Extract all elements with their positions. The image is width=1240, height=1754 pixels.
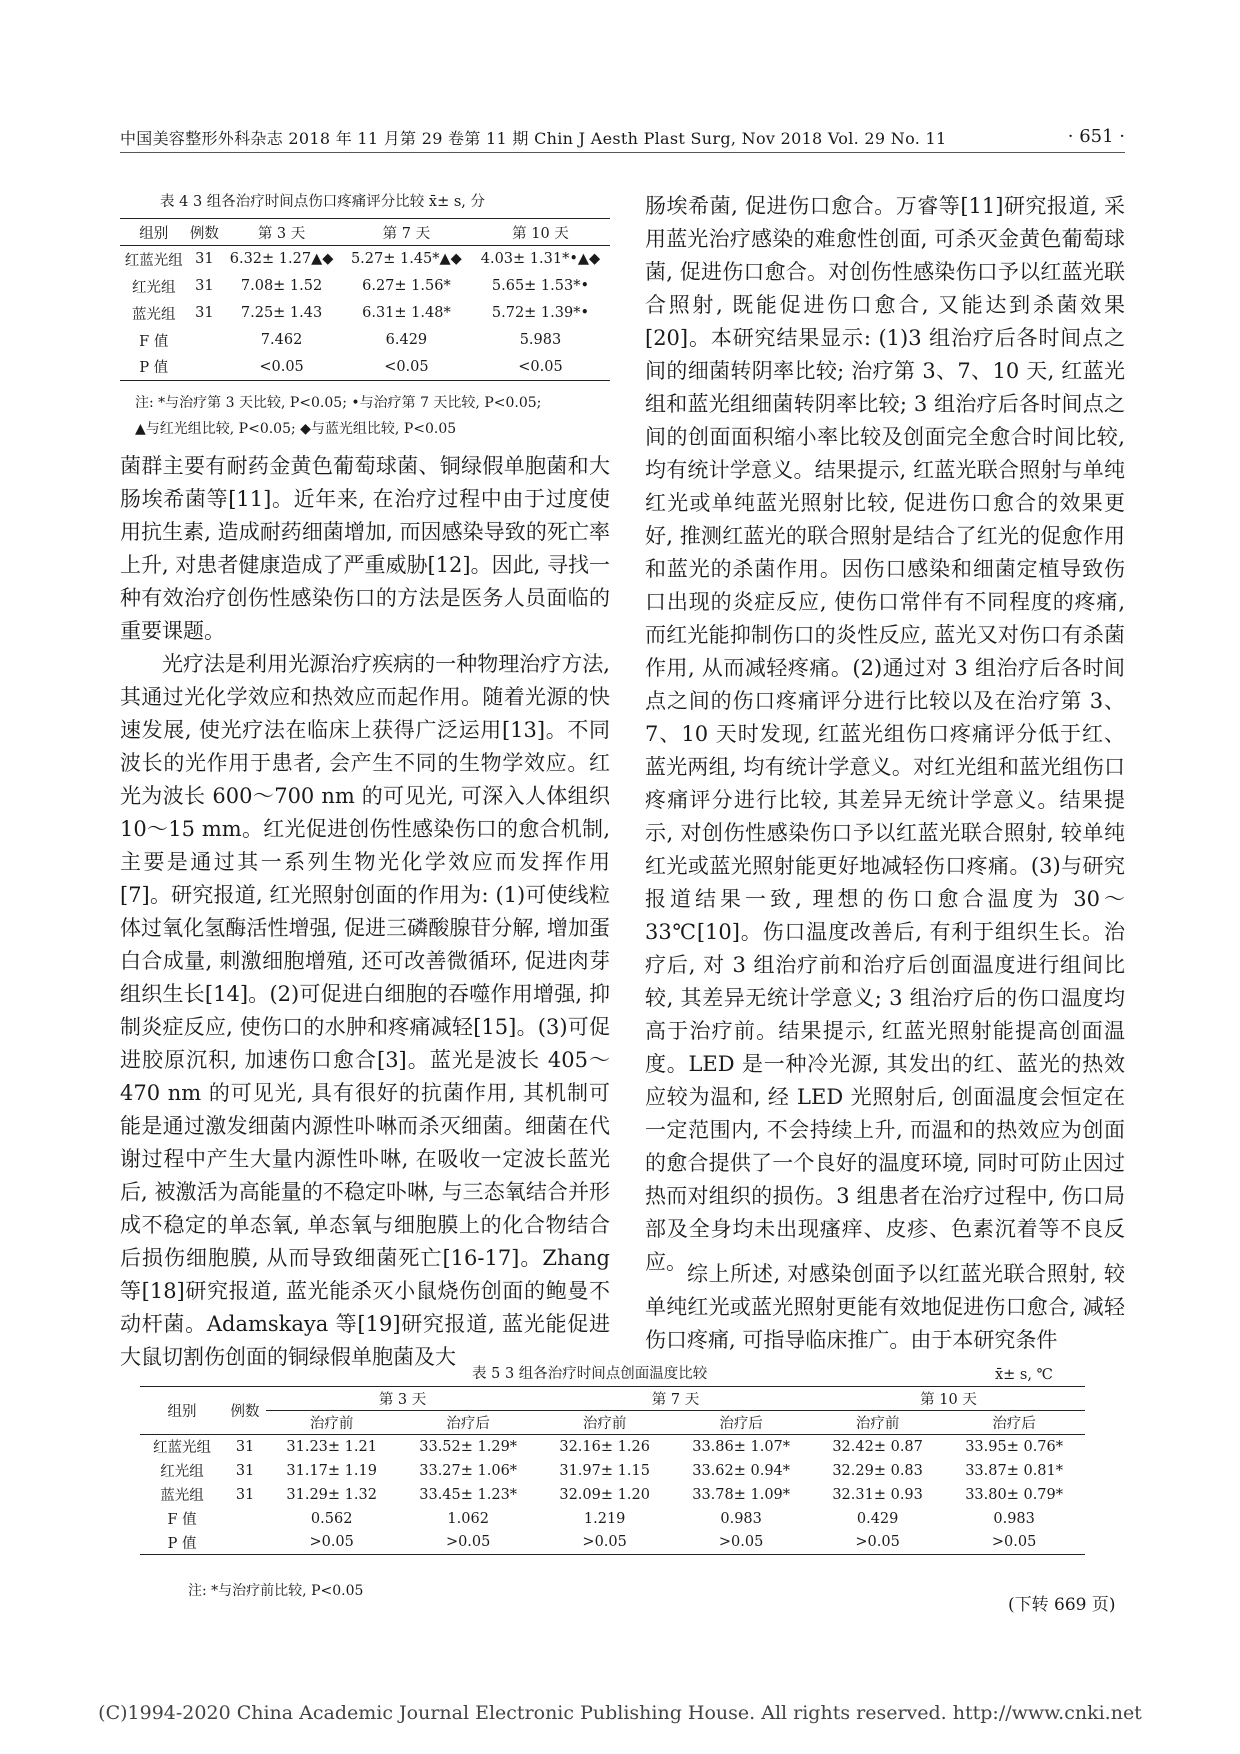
table-row: [140, 1435, 1085, 1459]
table-cell: >0.05: [718, 1534, 764, 1551]
table-cell: 31: [195, 278, 214, 294]
table-cell: 5.27± 1.45*▲◆: [350, 251, 462, 268]
body-paragraph: 菌群主要有耐药金黄色葡萄球菌、铜绿假单胞菌和大肠埃希菌等[11]。近年来, 在治疗过程中由于过度使用抗生素, 造成耐药细菌增加, 而因感染导致的死亡率上升, 对患者健康造成了严重威胁[12]。因此, 寻找一种有效治疗创伤性感染伤口的方法是医务人员面临的重要课题。: [120, 454, 610, 643]
table5-title: 表 5 3 组各治疗时间点创面温度比较: [472, 1366, 708, 1382]
table5-period-header: 第 3 天: [266, 1387, 539, 1411]
table5-col-header: 例数: [224, 1387, 266, 1435]
table-cell: 7.462: [260, 332, 303, 348]
table-cell: >0.05: [991, 1534, 1037, 1551]
table-cell: 33.86± 1.07*: [692, 1438, 791, 1455]
table5-note: 注: *与治疗前比较, P<0.05: [188, 1583, 364, 1599]
table-cell: 0.983: [993, 1510, 1035, 1527]
table-row: [120, 327, 610, 354]
header-rule: [120, 152, 1125, 153]
table-cell: 蓝光组: [160, 1488, 204, 1504]
table-cell: 32.42± 0.87: [832, 1438, 923, 1455]
table-cell: 33.80± 0.79*: [965, 1486, 1064, 1503]
table-cell: >0.05: [855, 1534, 900, 1551]
table-cell: 31: [235, 1462, 255, 1479]
table-cell: 33.45± 1.23*: [419, 1486, 518, 1503]
continued-note: (下转 669 页): [1008, 1595, 1116, 1615]
table-row: [140, 1459, 1085, 1483]
running-header: [0, 126, 1240, 156]
table-cell: 31: [235, 1438, 255, 1455]
table-cell: 4.03± 1.31*•▲◆: [480, 251, 601, 268]
table-cell: 5.65± 1.53*•: [491, 278, 590, 294]
table-cell: <0.05: [259, 358, 304, 375]
table5-header-row: [140, 1387, 1085, 1411]
table4-title: 表 4 3 组各治疗时间点伤口疼痛评分比较 x̄± s, 分: [160, 194, 485, 210]
table-cell: 33.78± 1.09*: [692, 1486, 791, 1503]
table-cell: 红光组: [160, 1464, 204, 1480]
table-cell: 7.08± 1.52: [240, 278, 323, 294]
table-cell: 0.429: [856, 1510, 899, 1527]
table-cell: 33.27± 1.06*: [419, 1462, 518, 1479]
table-cell: [224, 1531, 266, 1555]
table-cell: 蓝光组: [132, 306, 176, 323]
table-cell: 红蓝光组: [153, 1440, 212, 1457]
table5-subheader: 治疗前: [539, 1411, 670, 1435]
table-cell: 31.97± 1.15: [559, 1462, 650, 1479]
table4-note-line: 注: *与治疗第 3 天比较, P<0.05; •与治疗第 7 天比较, P<0.05;: [135, 395, 542, 411]
table-row: [120, 354, 610, 381]
table-row: [120, 246, 610, 273]
table5-subheader: 治疗前: [812, 1411, 943, 1435]
table-cell: 33.87± 0.81*: [965, 1462, 1064, 1479]
table-row: [140, 1531, 1085, 1555]
table-cell: 6.32± 1.27▲◆: [229, 251, 334, 268]
table4-note: [135, 390, 615, 442]
table-cell: 33.62± 0.94*: [692, 1462, 791, 1479]
table-cell: P 值: [167, 1535, 197, 1552]
table-cell: 32.09± 1.20: [559, 1486, 650, 1503]
table5-col-header: 组别: [140, 1387, 224, 1435]
table-cell: 7.25± 1.43: [240, 305, 323, 321]
copyright-footer: (C)1994-2020 China Academic Journal Electronic Publishing House. All rights reserved. http://www.cnki.net: [98, 1702, 1142, 1724]
right-column-conclusion: [645, 1258, 1125, 1357]
table5: [140, 1386, 1085, 1555]
right-column-text: [645, 190, 1125, 1279]
table-cell: <0.05: [518, 358, 563, 375]
table-cell: 32.16± 1.26: [559, 1438, 650, 1455]
body-paragraph: 肠埃希菌, 促进伤口愈合。万睿等[11]研究报道, 采用蓝光治疗感染的难愈性创面, 可杀灭金黄色葡萄球菌, 促进伤口愈合。对创伤性感染伤口予以红蓝光联合照射, 既能促进伤口愈合, 又能达到杀菌效果[20]。本研究结果显示: (1)3 组治疗后各时间点之间的细菌转阴率比较; 治疗第 3、7、10 天, 红蓝光组和蓝光组细菌转阴率比较; 3 组治疗后各时间点之间的创面面积缩小率比较及创面完全愈合时间比较, 均有统计学意义。结果提示, 红蓝光联合照射与单纯红光或单纯蓝光照射比较, 促进伤口愈合的效果更好, 推测红蓝光的联合照射是结合了红光的促愈作用和蓝光的杀菌作用。因伤口感染和细菌定植导致伤口出现的炎症反应, 使伤口常伴有不同程度的疼痛, 而红光能抑制伤口的炎性反应, 蓝光又对伤口有杀菌作用, 从而减轻疼痛。(2)通过对 3 组治疗后各时间点之间的伤口疼痛评分进行比较以及在治疗第 3、7、10 天时发现, 红蓝光组伤口疼痛评分低于红、蓝光两组, 均有统计学意义。对红光组和蓝光组伤口疼痛评分进行比较, 其差异无统计学意义。结果提示, 对创伤性感染伤口予以红蓝光联合照射, 较单纯红光或蓝光照射能更好地减轻伤口疼痛。(3)与研究报道结果一致, 理想的伤口愈合温度为 30～33℃[10]。伤口温度改善后, 有利于组织生长。治疗后, 对 3 组治疗前和治疗后创面温度进行组间比较, 其差异无统计学意义; 3 组治疗后的伤口温度均高于治疗前。结果提示, 红蓝光照射能提高创面温度。LED 是一种冷光源, 其发出的红、蓝光的热效应较为温和, 经 LED 光照射后, 创面温度会恒定在一定范围内, 不会持续上升, 而温和的热效应为创面的愈合提供了一个良好的温度环境, 同时可防止因过热而对组织的损伤。3 组患者在治疗过程中, 伤口局部及全身均未出现瘙痒、皮疹、色素沉着等不良反应。: [645, 194, 1125, 1274]
table5-subheader: 治疗前: [266, 1411, 397, 1435]
table-cell: F 值: [139, 333, 169, 350]
table-cell: 31: [235, 1486, 255, 1503]
table-cell: >0.05: [309, 1534, 354, 1551]
table-cell: 31: [195, 251, 214, 268]
table-cell: 0.983: [720, 1510, 762, 1527]
table-row: [120, 300, 610, 327]
table-cell: [224, 1507, 266, 1531]
table-cell: 0.562: [310, 1510, 353, 1527]
table4-col-header: 第 10 天: [512, 225, 569, 242]
table5-subheader: 治疗后: [397, 1411, 539, 1435]
table-cell: 31.23± 1.21: [286, 1438, 377, 1455]
table5-subheader-row: [140, 1411, 1085, 1435]
table-cell: 红光组: [132, 279, 176, 296]
table5-subheader: 治疗后: [943, 1411, 1085, 1435]
table4: [120, 218, 610, 381]
table-cell: 32.29± 0.83: [832, 1462, 923, 1479]
table-cell: >0.05: [445, 1534, 491, 1551]
table4-header-row: [120, 219, 610, 246]
table-cell: 1.062: [447, 1510, 489, 1527]
table-row: [140, 1507, 1085, 1531]
table-cell: 5.72± 1.39*•: [491, 305, 590, 321]
body-paragraph: 综上所述, 对感染创面予以红蓝光联合照射, 较单纯红光或蓝光照射更能有效地促进伤口愈合, 减轻伤口疼痛, 可指导临床推广。由于本研究条件: [645, 1262, 1125, 1352]
table-cell: 31: [195, 305, 214, 321]
table-cell: >0.05: [582, 1534, 627, 1551]
table-cell: <0.05: [384, 358, 429, 375]
table-cell: 6.27± 1.56*: [362, 278, 451, 294]
body-paragraph: 光疗法是利用光源治疗疾病的一种物理治疗方法, 其通过光化学效应和热效应而起作用。随着光源的快速发展, 使光疗法在临床上获得广泛运用[13]。不同波长的光作用于患者, 会产生不同的生物学效应。红光为波长 600～700 nm 的可见光, 可深入人体组织 10～15 mm。红光促进创伤性感染伤口的愈合机制, 主要是通过其一系列生物光化学效应而发挥作用[7]。研究报道, 红光照射创面的作用为: (1)可使线粒体过氧化氢酶活性增强, 促进三磷酸腺苷分解, 增加蛋白合成量, 刺激细胞增殖, 还可改善微循环, 促进肉芽组织生长[14]。(2)可促进白细胞的吞噬作用增强, 抑制炎症反应, 使伤口的水肿和疼痛减轻[15]。(3)可促进胶原沉积, 加速伤口愈合[3]。蓝光是波长 405～470 nm 的可见光, 具有很好的抗菌作用, 其机制可能是通过激发细菌内源性卟啉而杀灭细菌。细菌在代谢过程中产生大量内源性卟啉, 在吸收一定波长蓝光后, 被激活为高能量的不稳定卟啉, 与三态氧结合并形成不稳定的单态氧, 单态氧与细胞膜上的化合物结合后损伤细胞膜, 从而导致细菌死亡[16-17]。Zhang 等[18]研究报道, 蓝光能杀灭小鼠烧伤创面的鲍曼不动杆菌。Adamskaya 等[19]研究报道, 蓝光能促进大鼠切割伤创面的铜绿假单胞菌及大: [120, 652, 610, 1369]
table5-subheader: 治疗后: [670, 1411, 812, 1435]
table-cell: 红蓝光组: [124, 252, 183, 269]
table-cell: 1.219: [583, 1510, 626, 1527]
table-row: [140, 1483, 1085, 1507]
table4-col-header: 组别: [139, 225, 169, 242]
table-cell: 31.29± 1.32: [286, 1486, 377, 1503]
table5-period-header: 第 7 天: [539, 1387, 812, 1411]
table-cell: 32.31± 0.93: [832, 1486, 923, 1503]
page-number: · 651 ·: [1067, 126, 1125, 147]
table-cell: 6.429: [385, 332, 428, 348]
table-cell: P 值: [139, 360, 169, 377]
table-cell: 6.31± 1.48*: [362, 305, 451, 321]
table4-col-header: 第 3 天: [257, 225, 306, 242]
table-cell: [188, 354, 222, 381]
table5-unit: x̄± s, ℃: [995, 1367, 1053, 1383]
table-cell: 31.17± 1.19: [286, 1462, 377, 1479]
table4-note-line: ▲与红光组比较, P<0.05; ◆与蓝光组比较, P<0.05: [135, 421, 457, 437]
table5-period-header: 第 10 天: [812, 1387, 1085, 1411]
table-cell: 5.983: [519, 332, 562, 348]
table-cell: [188, 327, 222, 354]
table-cell: 33.52± 1.29*: [419, 1438, 518, 1455]
journal-citation: 中国美容整形外科杂志 2018 年 11 月第 29 卷第 11 期 Chin J Aesth Plast Surg, Nov 2018 Vol. 29 No. 11: [120, 129, 947, 148]
left-column-text: [120, 450, 610, 1374]
table4-col-header: 例数: [189, 225, 219, 242]
table-cell: F 值: [167, 1512, 197, 1528]
table-cell: 33.95± 0.76*: [965, 1438, 1064, 1455]
table4-col-header: 第 7 天: [382, 225, 431, 242]
table-row: [120, 273, 610, 300]
